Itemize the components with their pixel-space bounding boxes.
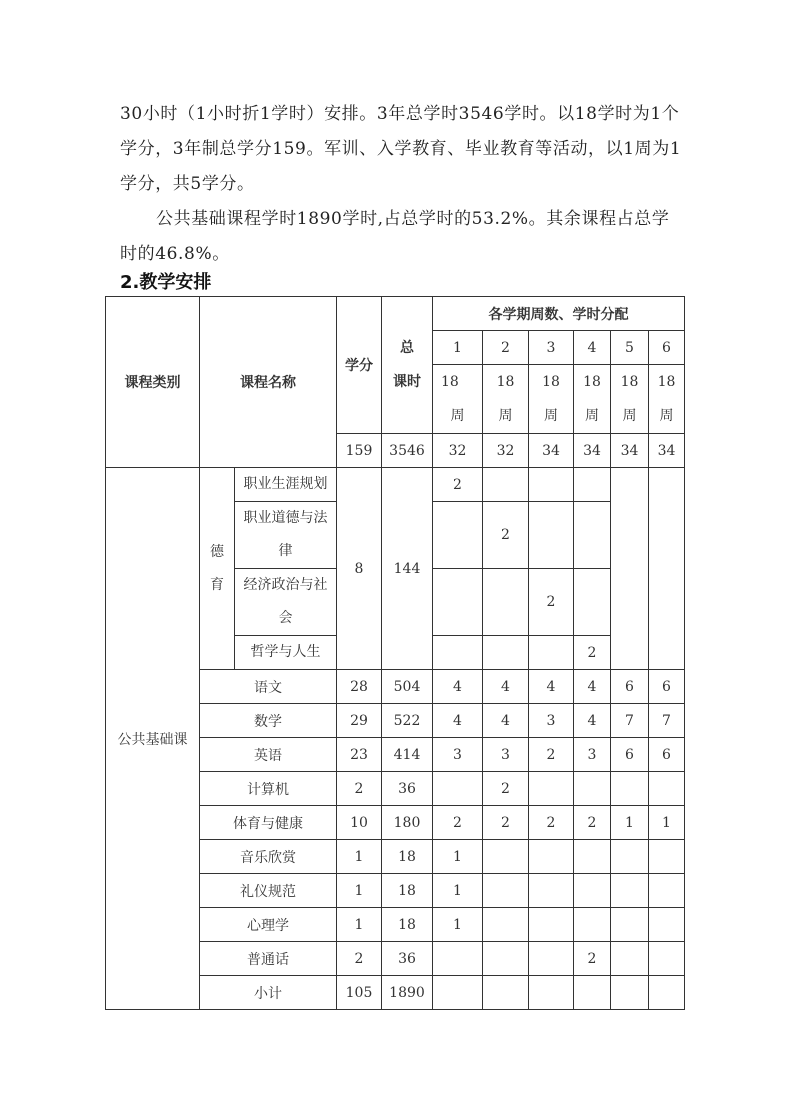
header-credits: 学分 — [337, 297, 382, 434]
semester-hours — [483, 976, 529, 1010]
semester-number: 3 — [529, 331, 574, 365]
semester-number: 5 — [611, 331, 649, 365]
course-credits: 2 — [337, 772, 382, 806]
header-total-hours — [382, 297, 433, 434]
semester-hours: 2 — [529, 806, 574, 840]
semester-hours — [433, 636, 483, 670]
weeks-unit: 周 — [622, 408, 637, 424]
intro-paragraph: 30小时（1小时折1学时）安排。3年总学时3546学时。以18学时为1个学分，3年制总学分159。军训、入学教育、毕业教育等活动，以1周为1学分，共5学分。 — [120, 104, 682, 194]
course-name-line2: 律 — [278, 543, 293, 559]
semester-hours: 1 — [611, 806, 649, 840]
semester-hours — [574, 468, 611, 502]
semester-hours — [649, 942, 685, 976]
semester-hours — [574, 772, 611, 806]
course-hours: 1890 — [382, 976, 433, 1010]
course-credits: 28 — [337, 670, 382, 704]
semester-hours: 6 — [649, 670, 685, 704]
course-credits: 1 — [337, 840, 382, 874]
weeks-number: 18 — [583, 374, 601, 390]
weeks-number: 18 — [657, 374, 676, 390]
header-total-hours-line2: 课时 — [393, 374, 421, 390]
semester-hours: 6 — [611, 670, 649, 704]
semester-number: 4 — [574, 331, 611, 365]
semester-hours: 2 — [433, 468, 483, 502]
course-credits: 2 — [337, 942, 382, 976]
total-hours: 3546 — [382, 434, 433, 468]
semester-hours — [529, 942, 574, 976]
course-hours: 36 — [382, 772, 433, 806]
semester-hours: 2 — [574, 806, 611, 840]
semester-hours — [649, 976, 685, 1010]
semester-hours — [574, 840, 611, 874]
semester-hours: 4 — [483, 704, 529, 738]
course-name-line2: 会 — [278, 610, 293, 626]
semester-hours — [574, 502, 611, 569]
semester-hours-merged — [649, 468, 685, 670]
course-hours: 414 — [382, 738, 433, 772]
semester-hours — [483, 569, 529, 636]
semester-hours — [433, 976, 483, 1010]
semester-hours — [611, 942, 649, 976]
semester-total-hours: 34 — [529, 434, 574, 468]
weeks-number: 18 — [496, 374, 515, 390]
semester-hours: 7 — [649, 704, 685, 738]
semester-hours: 3 — [529, 704, 574, 738]
semester-hours — [574, 908, 611, 942]
weeks-unit: 周 — [498, 408, 513, 424]
semester-hours — [483, 636, 529, 670]
course-name — [235, 569, 337, 636]
moral-credits: 8 — [337, 468, 382, 670]
course-hours: 36 — [382, 942, 433, 976]
semester-hours: 1 — [433, 874, 483, 908]
ratio-paragraph: 公共基础课程学时1890学时,占总学时的53.2%。其余课程占总学时的46.8%。 — [120, 209, 670, 264]
course-name: 普通话 — [200, 942, 337, 976]
semester-hours: 1 — [649, 806, 685, 840]
semester-hours: 4 — [433, 670, 483, 704]
semester-hours — [649, 772, 685, 806]
course-name: 语文 — [200, 670, 337, 704]
semester-hours: 2 — [483, 772, 529, 806]
semester-weeks — [529, 365, 574, 434]
semester-hours — [529, 772, 574, 806]
semester-hours: 2 — [574, 942, 611, 976]
semester-hours — [574, 874, 611, 908]
semester-total-hours: 32 — [433, 434, 483, 468]
semester-hours: 3 — [574, 738, 611, 772]
weeks-number: 18 — [441, 374, 459, 390]
semester-hours — [611, 772, 649, 806]
semester-hours: 1 — [433, 908, 483, 942]
semester-hours — [529, 976, 574, 1010]
semester-hours: 6 — [649, 738, 685, 772]
semester-hours: 4 — [529, 670, 574, 704]
weeks-number: 18 — [542, 374, 560, 390]
semester-hours — [529, 468, 574, 502]
header-category: 课程类别 — [106, 297, 200, 468]
course-name: 体育与健康 — [200, 806, 337, 840]
course-name-line1: 经济政治与社 — [243, 577, 328, 593]
semester-hours: 2 — [574, 636, 611, 670]
semester-hours-merged — [611, 468, 649, 670]
semester-number: 2 — [483, 331, 529, 365]
semester-hours — [529, 840, 574, 874]
semester-hours — [483, 840, 529, 874]
semester-hours — [483, 942, 529, 976]
semester-hours — [529, 636, 574, 670]
semester-hours: 6 — [611, 738, 649, 772]
category-cell: 公共基础课 — [106, 468, 200, 1010]
course-name-line1: 职业生涯规划 — [243, 476, 328, 492]
header-course-name: 课程名称 — [200, 297, 337, 468]
semester-hours — [529, 908, 574, 942]
course-name — [235, 502, 337, 569]
course-hours: 522 — [382, 704, 433, 738]
semester-hours — [433, 569, 483, 636]
semester-weeks — [649, 365, 685, 434]
semester-hours — [611, 840, 649, 874]
moral-education-label — [200, 468, 235, 670]
section-heading: 2.教学安排 — [120, 272, 212, 293]
semester-hours: 4 — [574, 670, 611, 704]
course-credits: 23 — [337, 738, 382, 772]
course-name — [235, 636, 337, 670]
semester-hours: 2 — [483, 502, 529, 569]
semester-hours — [529, 874, 574, 908]
course-name: 小计 — [200, 976, 337, 1010]
weeks-unit: 周 — [450, 408, 465, 424]
course-hours: 18 — [382, 840, 433, 874]
semester-hours: 4 — [574, 704, 611, 738]
course-hours: 18 — [382, 908, 433, 942]
semester-weeks — [574, 365, 611, 434]
semester-hours — [433, 942, 483, 976]
semester-number: 6 — [649, 331, 685, 365]
semester-hours: 4 — [433, 704, 483, 738]
semester-hours — [433, 772, 483, 806]
semester-hours — [483, 468, 529, 502]
weeks-unit: 周 — [585, 408, 599, 424]
semester-total-hours: 32 — [483, 434, 529, 468]
course-credits: 1 — [337, 908, 382, 942]
semester-hours: 2 — [483, 806, 529, 840]
course-name-line1: 哲学与人生 — [250, 644, 321, 660]
semester-hours — [574, 976, 611, 1010]
weeks-unit: 周 — [659, 408, 674, 424]
semester-weeks — [433, 365, 483, 434]
semester-hours: 3 — [433, 738, 483, 772]
course-name — [235, 468, 337, 502]
semester-hours: 4 — [483, 670, 529, 704]
course-name: 心理学 — [200, 908, 337, 942]
course-name: 音乐欣赏 — [200, 840, 337, 874]
course-hours: 180 — [382, 806, 433, 840]
course-name: 计算机 — [200, 772, 337, 806]
course-name: 礼仪规范 — [200, 874, 337, 908]
header-total-hours-line1: 总 — [400, 340, 414, 356]
semester-hours — [611, 976, 649, 1010]
semester-hours: 3 — [483, 738, 529, 772]
semester-hours — [433, 502, 483, 569]
semester-hours — [649, 908, 685, 942]
course-name: 英语 — [200, 738, 337, 772]
moral-label-line1: 德 — [210, 543, 224, 560]
teaching-plan-table — [105, 296, 685, 1010]
semester-hours — [611, 874, 649, 908]
semester-total-hours: 34 — [574, 434, 611, 468]
semester-hours — [574, 569, 611, 636]
semester-total-hours: 34 — [649, 434, 685, 468]
course-credits: 29 — [337, 704, 382, 738]
semester-weeks — [483, 365, 529, 434]
semester-hours: 2 — [529, 569, 574, 636]
semester-weeks — [611, 365, 649, 434]
course-credits: 10 — [337, 806, 382, 840]
table-row — [106, 468, 685, 502]
course-name: 数学 — [200, 704, 337, 738]
header-semester-group: 各学期周数、学时分配 — [433, 297, 685, 331]
semester-hours — [649, 840, 685, 874]
semester-hours — [529, 502, 574, 569]
semester-hours: 1 — [433, 840, 483, 874]
moral-label-line2: 育 — [210, 576, 224, 593]
weeks-unit: 周 — [544, 408, 558, 424]
semester-hours — [483, 908, 529, 942]
total-credits: 159 — [337, 434, 382, 468]
course-hours: 18 — [382, 874, 433, 908]
semester-hours: 2 — [529, 738, 574, 772]
course-credits: 1 — [337, 874, 382, 908]
semester-hours: 2 — [433, 806, 483, 840]
weeks-number: 18 — [620, 374, 639, 390]
course-name-line1: 职业道德与法 — [243, 510, 328, 526]
course-hours: 504 — [382, 670, 433, 704]
semester-hours — [483, 874, 529, 908]
course-credits: 105 — [337, 976, 382, 1010]
semester-total-hours: 34 — [611, 434, 649, 468]
semester-hours: 7 — [611, 704, 649, 738]
semester-hours — [611, 908, 649, 942]
moral-hours: 144 — [382, 468, 433, 670]
semester-number: 1 — [433, 331, 483, 365]
semester-hours — [649, 874, 685, 908]
